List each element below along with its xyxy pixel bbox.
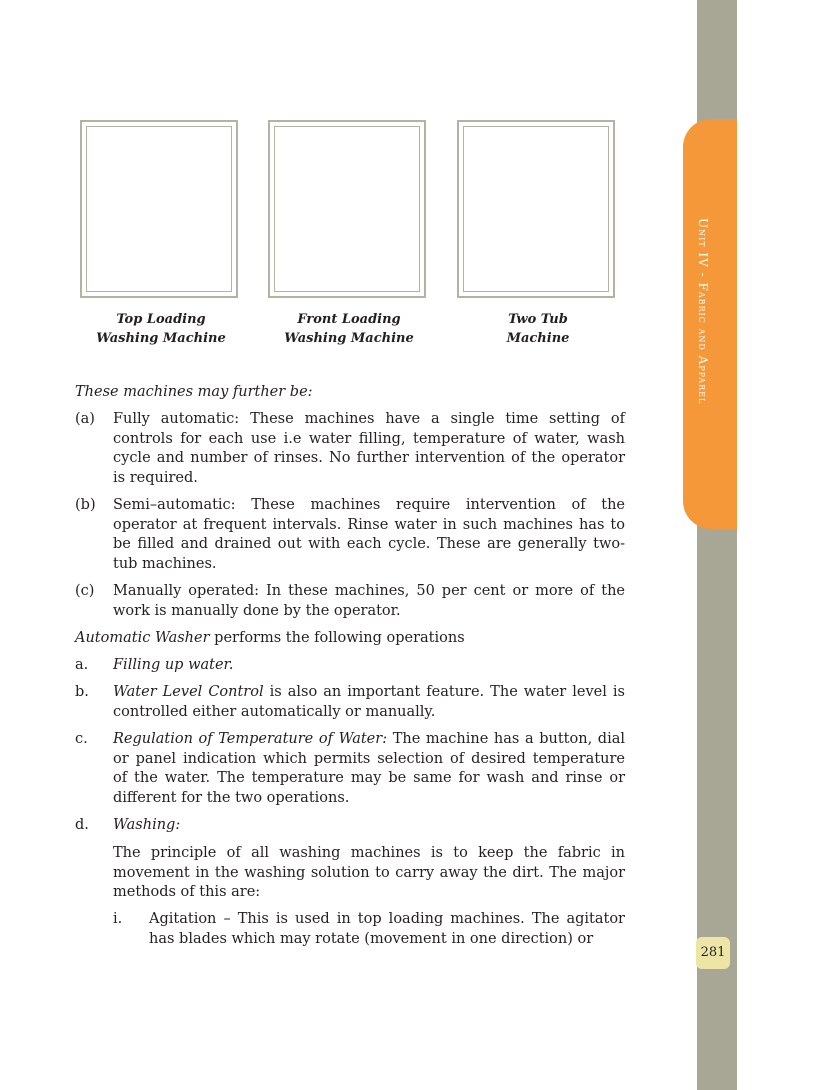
- unit-tab: [683, 119, 737, 529]
- operation-filling: a. Filling up water.: [75, 657, 234, 673]
- figure-front-loading: [268, 120, 426, 298]
- figure-top-loading: [80, 120, 238, 298]
- operations-heading: Automatic Washer performs the following operations: [75, 630, 465, 646]
- list-item-fully-automatic: (a) Fully automatic: These machines have a single time setting of controls for each use i.e water filling, temperature of water, wash cycle and number of rinses. No further intervention of the operator is required.: [75, 411, 625, 486]
- method-agitation: i. Agitation – This is used in top loading machines. The agitator has blades which may rotate (movement in one direction) or: [113, 911, 625, 947]
- figure-two-tub: [457, 120, 615, 298]
- operation-washing: d. Washing:: [75, 817, 181, 833]
- caption-top-loading: Top Loading Washing Machine: [96, 312, 226, 346]
- caption-two-tub: Two Tub Machine: [506, 312, 570, 346]
- page-number: 281: [696, 937, 730, 969]
- list-item-manual: (c) Manually operated: In these machines, 50 per cent or more of the work is manually done by the operator.: [75, 583, 625, 619]
- unit-label: Unit IV - Fabric and Apparel: [696, 218, 710, 405]
- list-item-semi-automatic: (b) Semi–automatic: These machines require intervention of the operator at frequent intervals. Rinse water in such machines has to be filled and drained out with each cycle. These are generally two-tub machines.: [75, 497, 625, 572]
- operation-temperature: c. Regulation of Temperature of Water: The machine has a button, dial or panel indication which permits selection of desired temperature of the water. The temperature may be same for wash and rinse or different for the two operations.: [75, 731, 625, 806]
- operation-water-level: b. Water Level Control is also an important feature. The water level is controlled either automatically or manually.: [75, 684, 625, 720]
- intro-text: These machines may further be:: [75, 384, 313, 400]
- washing-paragraph: The principle of all washing machines is to keep the fabric in movement in the washing solution to carry away the dirt. The major methods of this are:: [113, 845, 625, 900]
- caption-front-loading: Front Loading Washing Machine: [284, 312, 414, 346]
